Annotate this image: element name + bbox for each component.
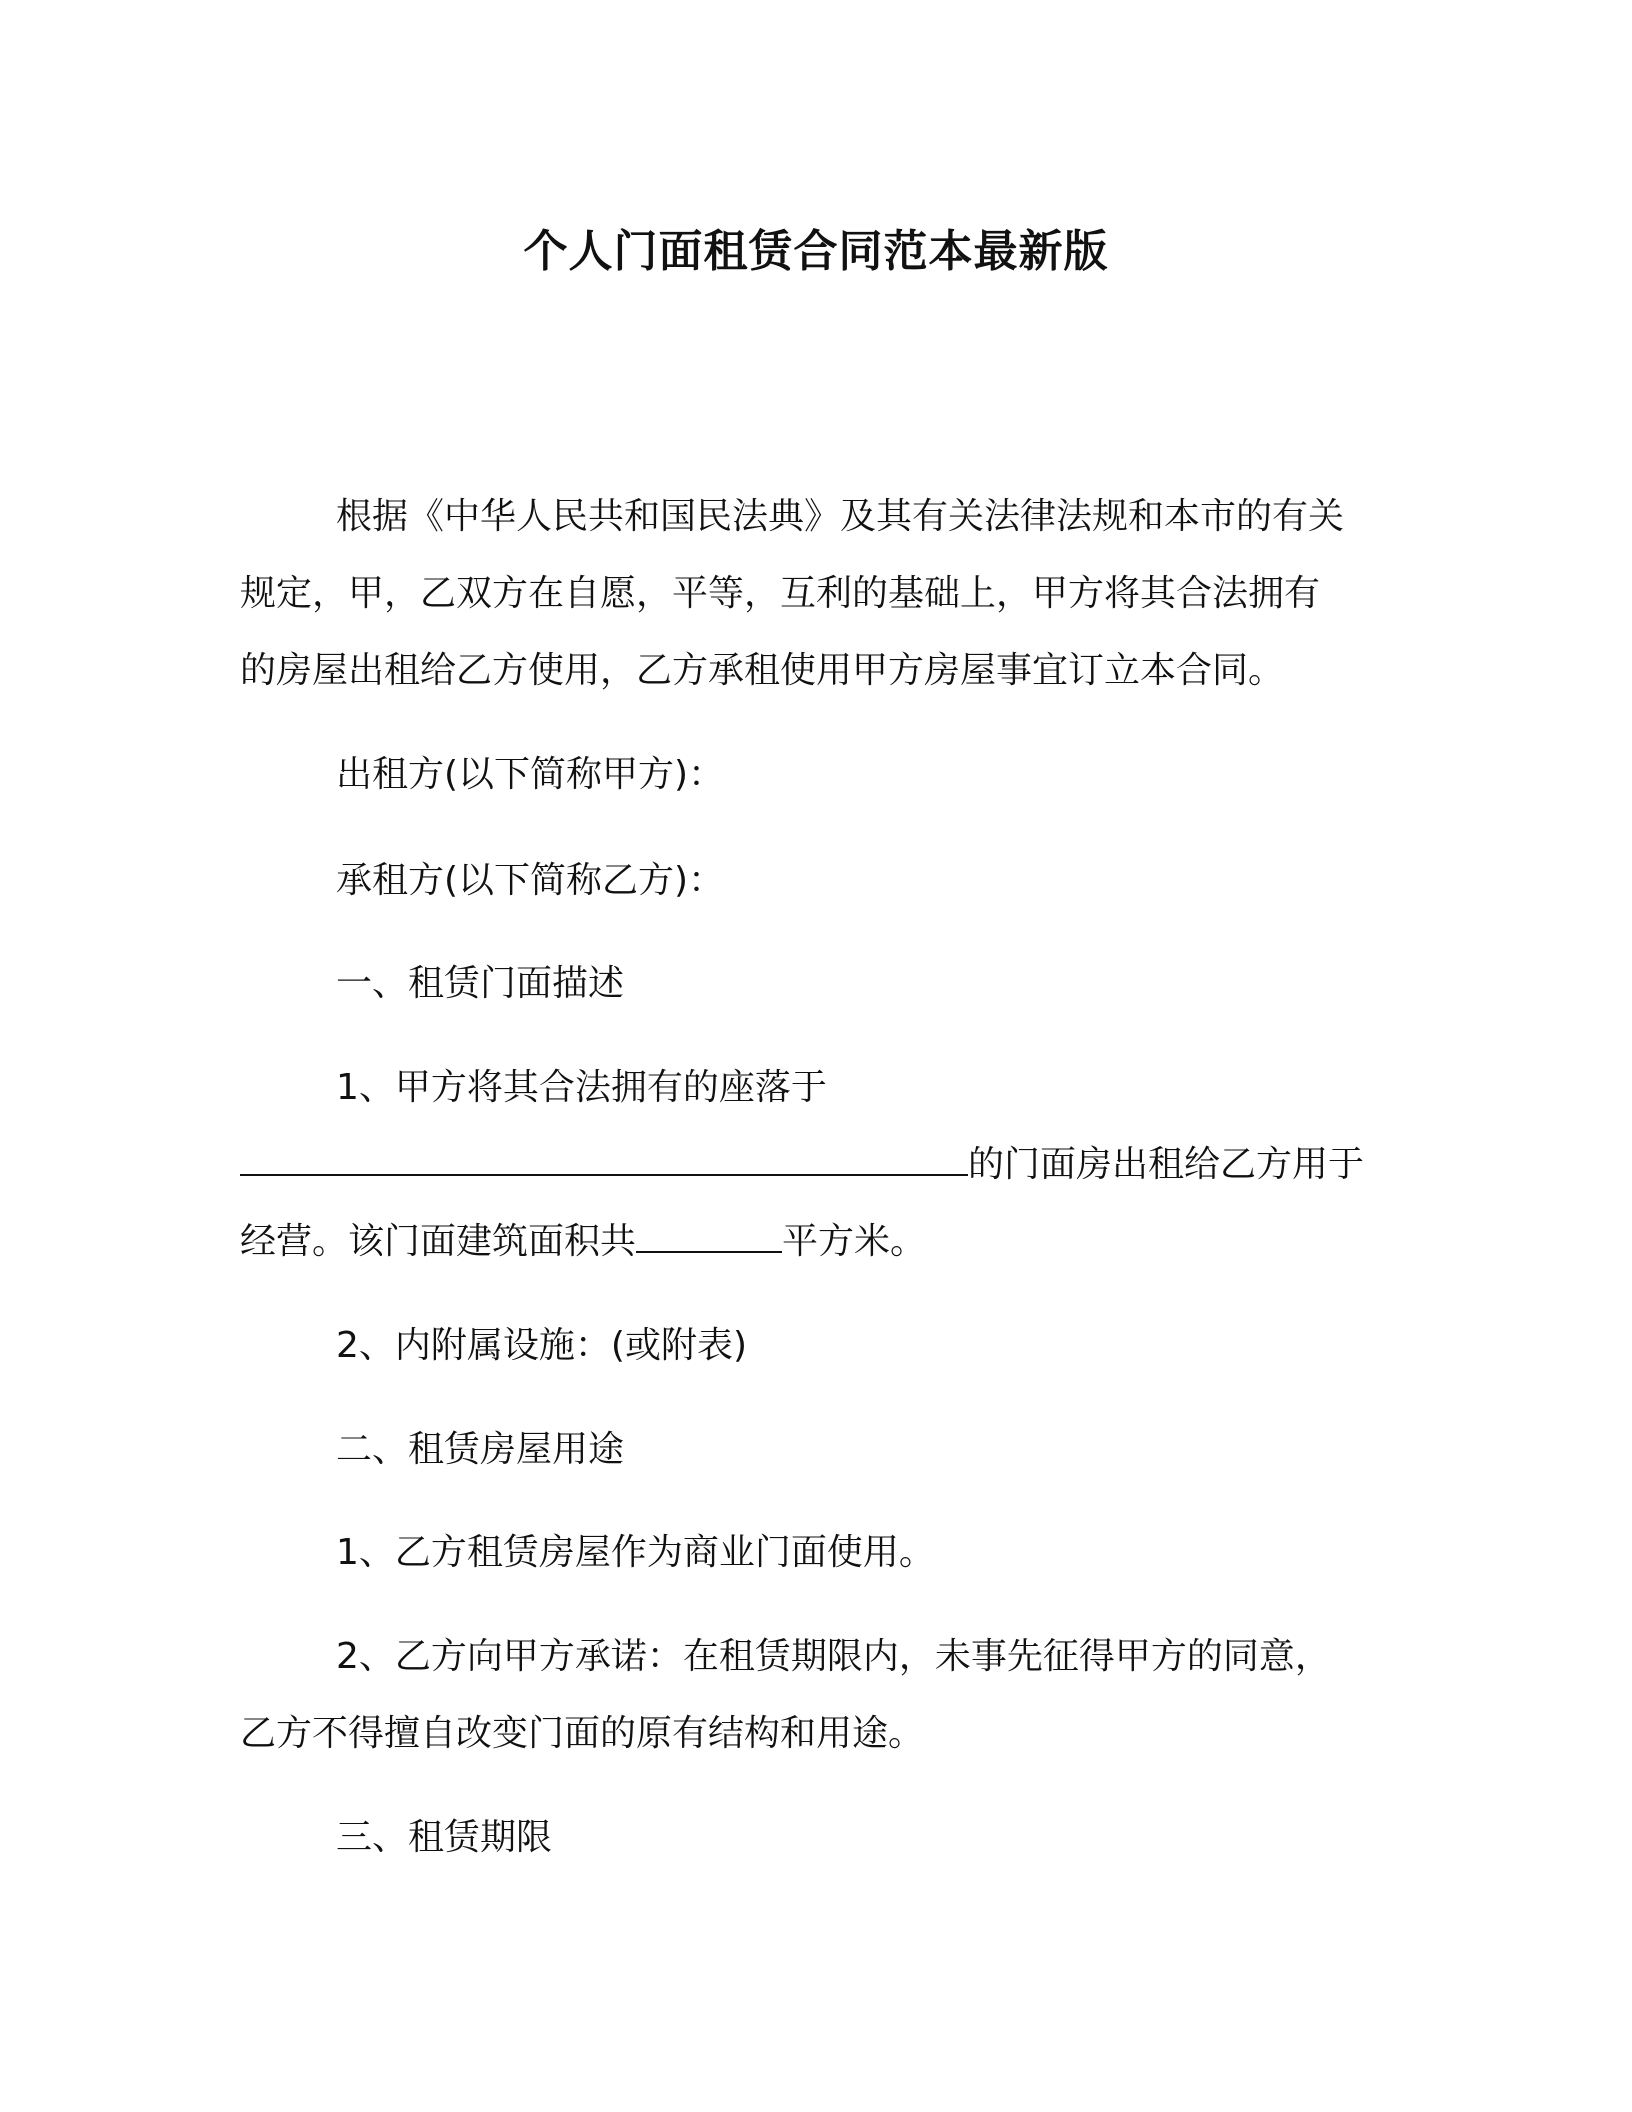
preamble-line-1: 根据《中华人民共和国民法典》及其有关法律法规和本市的有关 [336, 496, 1345, 537]
section-2-heading: 二、租赁房屋用途 [336, 1429, 625, 1470]
section-2-item-2 [240, 1618, 1390, 1772]
lessee-line-block [240, 842, 1390, 919]
area-blank-field [636, 1223, 782, 1253]
preamble-paragraph [240, 478, 1390, 709]
section-1-item-1-line-2 [240, 1126, 1390, 1203]
lessor-line-block [240, 736, 1390, 813]
section-2-item-1-block [240, 1514, 1390, 1591]
section-1-heading: 一、租赁门面描述 [336, 963, 625, 1004]
section-1-item-1-line-3-prefix: 经营。该门面建筑面积共 [240, 1221, 637, 1262]
document-title: 个人门面租赁合同范本最新版 [523, 226, 1109, 277]
section-1-heading-block [240, 945, 1390, 1022]
preamble-line-3: 的房屋出租给乙方使用，乙方承租使用甲方房屋事宜订立本合同。 [240, 650, 1285, 691]
preamble-line-2: 规定，甲，乙双方在自愿，平等，互利的基础上，甲方将其合法拥有 [240, 573, 1321, 614]
section-2-item-2-line-1: 2、乙方向甲方承诺：在租赁期限内，未事先征得甲方的同意， [336, 1636, 1331, 1677]
section-1-item-1-line-3-suffix: 平方米。 [782, 1221, 927, 1262]
section-1-item-1-line-2-text: 的门面房出租给乙方用于 [968, 1144, 1365, 1185]
section-2-item-2-line-2: 乙方不得擅自改变门面的原有结构和用途。 [240, 1713, 925, 1754]
section-1-item-2-block [240, 1307, 1390, 1384]
section-1-item-1 [240, 1049, 1390, 1280]
lessor-line: 出租方(以下简称甲方)： [336, 754, 725, 795]
lessee-line: 承租方(以下简称乙方)： [336, 860, 725, 901]
section-2-heading-block [240, 1411, 1390, 1488]
section-2-item-1: 1、乙方租赁房屋作为商业门面使用。 [336, 1532, 935, 1573]
section-1-item-1-line-3 [240, 1203, 1390, 1280]
section-1-item-1-line-1: 1、甲方将其合法拥有的座落于 [336, 1067, 827, 1108]
section-3-heading: 三、租赁期限 [336, 1817, 553, 1858]
section-1-item-2: 2、内附属设施：(或附表) [336, 1325, 747, 1366]
location-blank-field [240, 1146, 968, 1176]
section-3-heading-block [240, 1799, 1390, 1876]
